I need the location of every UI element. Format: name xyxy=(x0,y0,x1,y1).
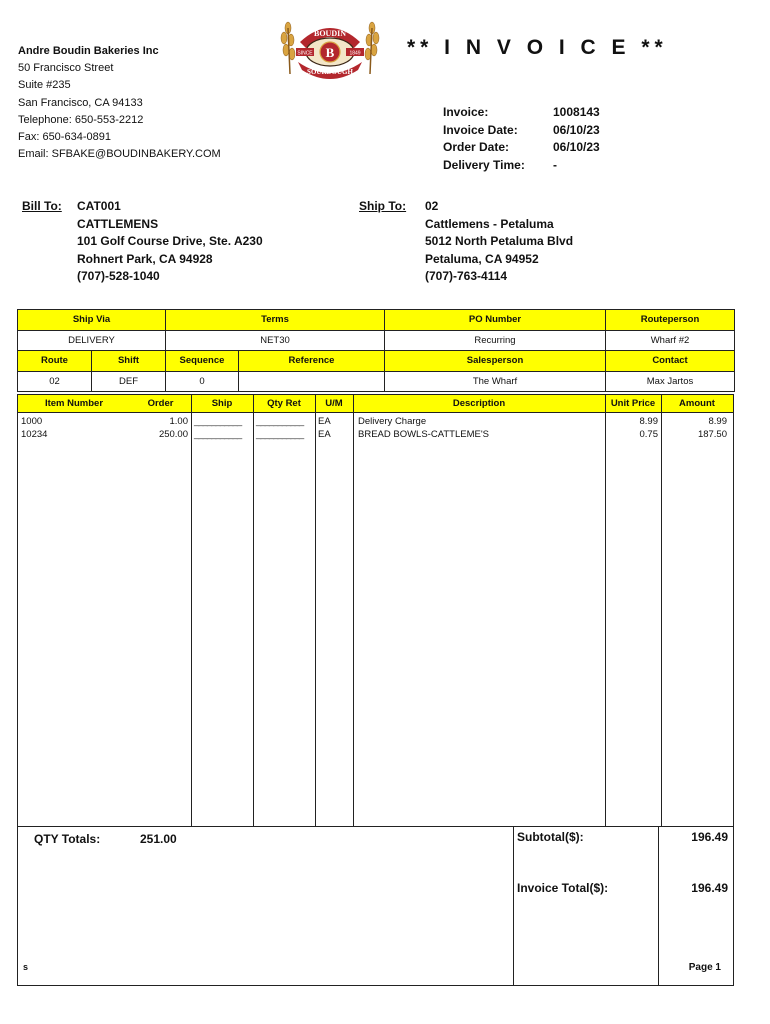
po-number-header: PO Number xyxy=(385,310,606,331)
invoice-meta xyxy=(443,104,600,174)
ship-to-label: Ship To: xyxy=(359,199,407,213)
line-amount: 187.50 xyxy=(697,429,727,440)
route-header: Route xyxy=(18,351,92,372)
invoice-total-value: 196.49 xyxy=(691,881,728,895)
ship-to-block xyxy=(359,198,573,286)
order-info-table xyxy=(17,309,735,392)
routeperson-header: Routeperson xyxy=(606,310,735,331)
bill-to-line: CATTLEMENS xyxy=(77,216,159,231)
item-number: 1000 xyxy=(21,416,43,427)
salesperson-value: The Wharf xyxy=(385,371,606,392)
ship-header: Ship xyxy=(191,395,253,413)
unit-price: 0.75 xyxy=(639,429,658,440)
bill-to-line: 101 Golf Course Drive, Ste. A230 xyxy=(77,234,263,248)
terms-value: NET30 xyxy=(166,330,385,351)
company-address xyxy=(18,43,221,163)
meta-label: Delivery Time: xyxy=(443,157,525,172)
column-divider xyxy=(191,395,192,826)
company-telephone: Telephone: 650-553-2212 xyxy=(18,113,144,126)
description-header: Description xyxy=(353,395,605,413)
bill-to-label: Bill To: xyxy=(22,199,62,213)
item-number-header: Item Number xyxy=(18,395,130,413)
invoice-title: ** I N V O I C E ** xyxy=(407,36,668,59)
contact-value: Max Jartos xyxy=(606,371,735,392)
qty-totals-label: QTY Totals: xyxy=(34,832,101,846)
ship-to-line: 5012 North Petaluma Blvd xyxy=(425,234,574,248)
logo-bottom-text: SOURDOUGH xyxy=(307,68,353,76)
contact-header: Contact xyxy=(606,351,735,372)
ship-blank: ___________ xyxy=(194,416,242,427)
invoice-total-label: Invoice Total($): xyxy=(517,881,609,895)
company-city: San Francisco, CA 94133 xyxy=(18,96,143,109)
unit-of-measure: EA xyxy=(318,416,331,427)
shift-value: DEF xyxy=(92,371,166,392)
line-items-table xyxy=(17,394,734,827)
column-divider xyxy=(253,395,254,826)
reference-value xyxy=(239,371,385,392)
meta-row xyxy=(443,139,600,157)
subtotal-label: Subtotal($): xyxy=(517,830,584,844)
column-divider xyxy=(353,395,354,826)
meta-label: Order Date: xyxy=(443,140,510,154)
company-name: Andre Boudin Bakeries Inc xyxy=(18,45,159,57)
meta-value: 06/10/23 xyxy=(553,140,600,154)
order-qty: 250.00 xyxy=(158,429,188,440)
company-email: Email: SFBAKE@BOUDINBAKERY.COM xyxy=(18,148,221,161)
shift-header: Shift xyxy=(92,351,166,372)
po-number-value: Recurring xyxy=(385,330,606,351)
bill-to-code: CAT001 xyxy=(77,199,121,213)
ship-blank: ___________ xyxy=(194,429,242,440)
route-value: 02 xyxy=(18,371,92,392)
ship-to-line: Petaluma, CA 94952 xyxy=(425,251,539,266)
unit-of-measure: EA xyxy=(318,429,331,440)
routeperson-value: Wharf #2 xyxy=(606,330,735,351)
logo-left-text: SINCE xyxy=(297,50,313,57)
meta-row xyxy=(443,104,600,122)
meta-label: Invoice Date: xyxy=(443,122,518,137)
ship-via-header: Ship Via xyxy=(18,310,166,331)
line-amount: 8.99 xyxy=(708,416,727,427)
bill-to-block xyxy=(22,198,263,286)
meta-row xyxy=(443,157,600,175)
item-number: 10234 xyxy=(21,429,48,440)
column-divider xyxy=(315,395,316,826)
company-street: 50 Francisco Street xyxy=(18,62,114,75)
bill-to-line: Rohnert Park, CA 94928 xyxy=(77,251,213,266)
ship-to-line: (707)-763-4114 xyxy=(425,269,508,283)
qty-ret-header: Qty Ret xyxy=(253,395,315,413)
qty-totals-value: 251.00 xyxy=(140,832,177,846)
column-divider xyxy=(661,395,662,826)
terms-header: Terms xyxy=(166,310,385,331)
company-suite: Suite #235 xyxy=(18,79,71,92)
unit-price: 8.99 xyxy=(639,416,658,427)
sequence-value: 0 xyxy=(166,371,239,392)
bill-to-line: (707)-528-1040 xyxy=(77,269,160,283)
totals-divider xyxy=(658,827,659,985)
meta-label: Invoice: xyxy=(443,105,489,119)
page-number: Page 1 xyxy=(688,962,721,973)
ship-to-code: 02 xyxy=(425,199,439,213)
ship-to-line: Cattlemens - Petaluma xyxy=(425,216,554,231)
footnote: s xyxy=(23,962,29,972)
subtotal-value: 196.49 xyxy=(691,830,728,844)
ship-via-value: DELIVERY xyxy=(18,330,166,351)
boudin-logo xyxy=(276,18,384,82)
qty-ret-blank: ___________ xyxy=(256,416,304,427)
um-header: U/M xyxy=(315,395,353,413)
qty-ret-blank: ___________ xyxy=(256,429,304,440)
meta-value: 06/10/23 xyxy=(553,122,600,137)
logo-top-text: BOUDIN xyxy=(313,29,347,38)
meta-value: 1008143 xyxy=(553,105,600,119)
column-divider xyxy=(605,395,606,826)
sequence-header: Sequence xyxy=(166,351,239,372)
amount-header: Amount xyxy=(661,395,733,413)
item-description: BREAD BOWLS-CATTLEME'S xyxy=(358,429,489,440)
salesperson-header: Salesperson xyxy=(385,351,606,372)
logo-monogram: B xyxy=(325,45,335,60)
totals-section xyxy=(17,826,734,986)
totals-divider xyxy=(513,827,514,985)
logo-right-text: 1849 xyxy=(349,50,361,57)
company-fax: Fax: 650-634-0891 xyxy=(18,131,111,144)
order-header: Order xyxy=(130,395,191,413)
item-description: Delivery Charge xyxy=(358,416,427,427)
reference-header: Reference xyxy=(239,351,385,372)
meta-value: - xyxy=(553,157,557,172)
meta-row xyxy=(443,122,600,140)
unit-price-header: Unit Price xyxy=(605,395,661,413)
order-qty: 1.00 xyxy=(169,416,188,427)
